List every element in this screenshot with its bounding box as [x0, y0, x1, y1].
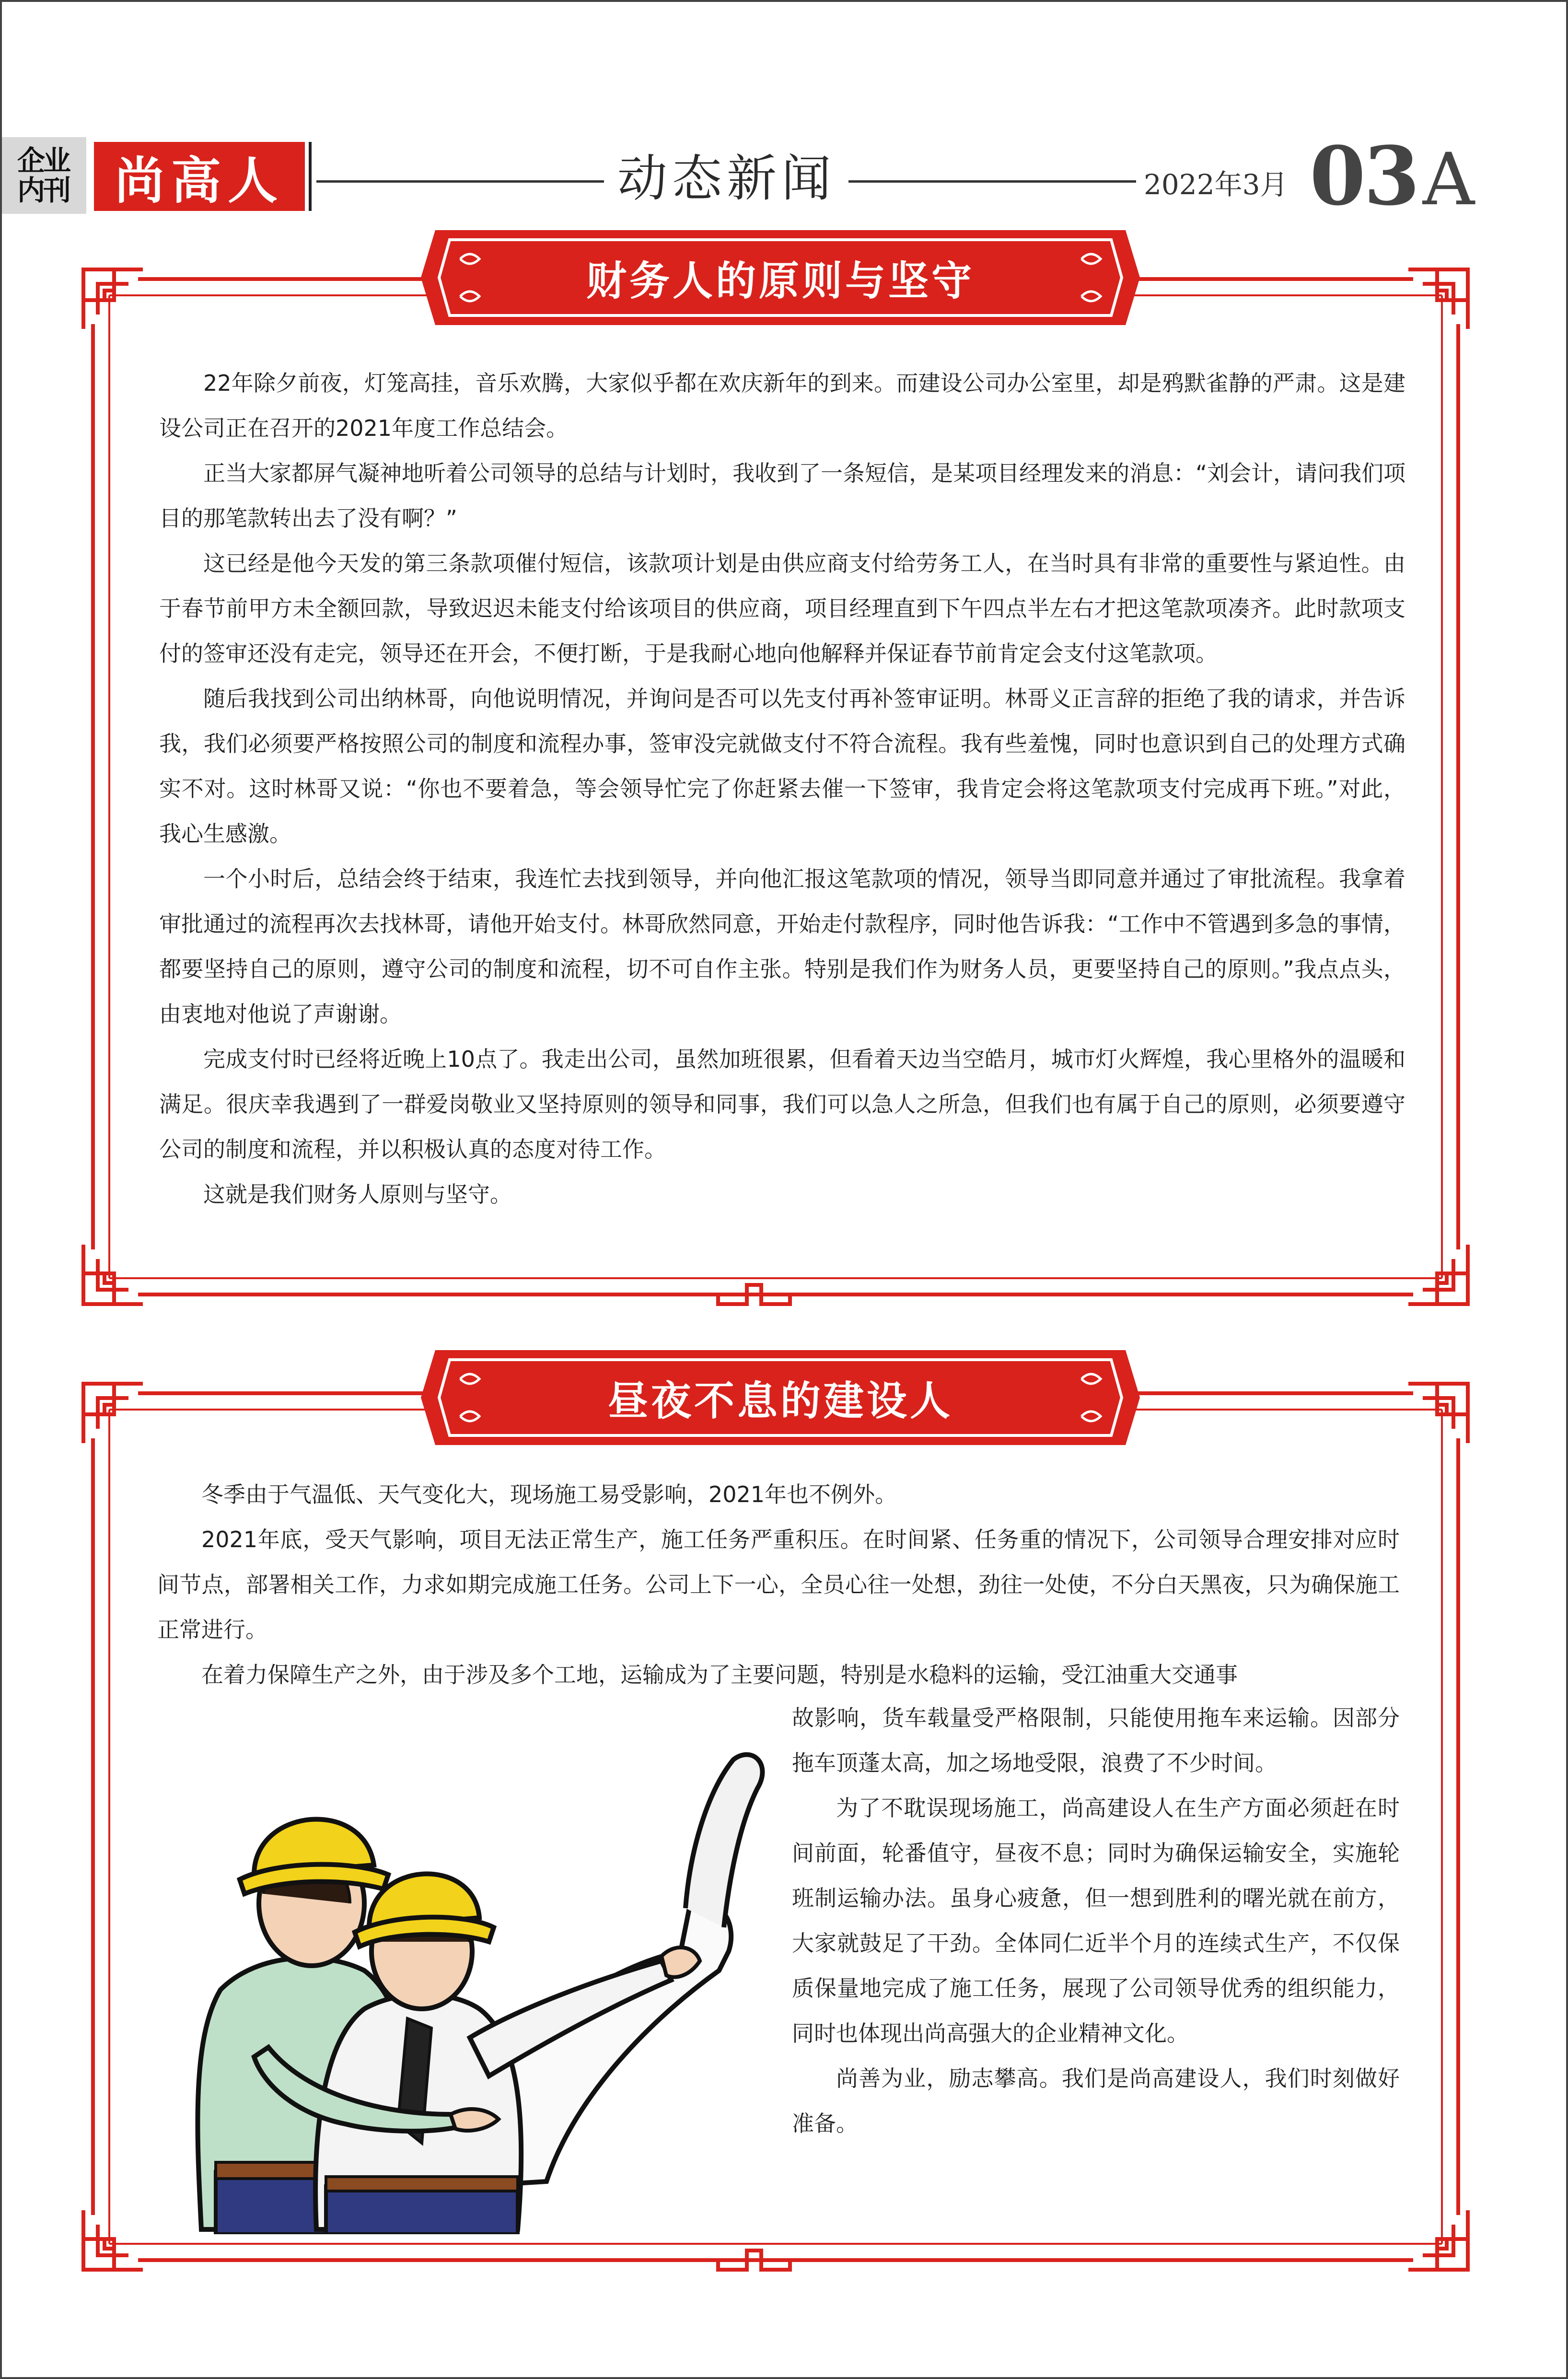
paragraph: 正当大家都屏气凝神地听着公司领导的总结与计划时，我收到了一条短信，是某项目经理发来的消息：“刘会计，请问我们项目的那笔款转出去了没有啊？” [159, 460, 1405, 531]
article-body-2-column [792, 1695, 1400, 2146]
brand-banner [94, 142, 305, 211]
masthead-rule-right [848, 180, 1136, 183]
paragraph: 这已经是他今天发的第三条款项催付短信，该款项计划是由供应商支付给劳务工人，在当时具有非常的重要性与紧迫性。由于春节前甲方未全额回款，导致迟迟未能支付给该项目的供应商，项目经理直到下午四点半左右才把这笔款项凑齐。此时款项支付的签审还没有走完，领导还在开会，不便打断，于是我耐心地向他解释并保证春节前肯定会支付这笔款项。 [159, 550, 1405, 666]
masthead-divider [309, 142, 312, 211]
paragraph: 随后我找到公司出纳林哥，向他说明情况，并询问是否可以先支付再补签审证明。林哥义正言辞的拒绝了我的请求，并告诉我，我们必须要严格按照公司的制度和流程办事，签审没完就做支付不符合流程。我有些羞愧，同时也意识到自己的处理方式确实不对。这时林哥又说：“你也不要着急，等会领导忙完了你赶紧去催一下签审，我肯定会将这笔款项支付完成再下班。”对此，我心生感激。 [159, 686, 1405, 847]
page-number [1310, 128, 1473, 223]
paragraph: 这就是我们财务人原则与坚守。 [203, 1181, 512, 1207]
paragraph: 故影响，货车载量受严格限制，只能使用拖车来运输。因部分拖车顶蓬太高，加之场地受限，浪费了不少时间。 [792, 1705, 1400, 1776]
paragraph: 在着力保障生产之外，由于涉及多个工地，运输成为了主要问题，特别是水稳料的运输，受江油重大交通事 [201, 1662, 1238, 1688]
paragraph: 冬季由于气温低、天气变化大，现场施工易受影响，2021年也不例外。 [201, 1481, 897, 1507]
paragraph: 为了不耽误现场施工，尚高建设人在生产方面必须赶在时间前面，轮番值守，昼夜不息；同时为确保运输安全，实施轮班制运输办法。虽身心疲惫，但一想到胜利的曙光就在前方，大家就鼓足了干劲。全体同仁近半个月的连续式生产，不仅保质保量地完成了施工任务，展现了公司领导优秀的组织能力，同时也体现出尚高强大的企业精神文化。 [792, 1795, 1400, 2046]
edition-letter: A [1422, 138, 1473, 222]
brand-name: 尚高人 [114, 151, 284, 210]
logo-text: 企业内刊 [17, 144, 69, 207]
workers-icon [182, 1702, 805, 2234]
article-title-2: 昼夜不息的建设人 [607, 1376, 953, 1424]
article-title-1: 财务人的原则与坚守 [586, 257, 975, 304]
article-banner-1 [416, 225, 1145, 330]
paragraph: 22年除夕前夜，灯笼高挂，音乐欢腾，大家似乎都在欢庆新年的到来。而建设公司办公室里，却是鸦默雀静的严肃。这是建设公司正在召开的2021年度工作总结会。 [159, 370, 1405, 441]
paragraph: 一个小时后，总结会终于结束，我连忙去找到领导，并向他汇报这笔款项的情况，领导当即同意并通过了审批流程。我拿着审批通过的流程再次去找林哥，请他开始支付。林哥欣然同意，开始走付款程序，同时他告诉我：“工作中不管遇到多急的事情，都要坚持自己的原则，遵守公司的制度和流程，切不可自作主张。特别是我们作为财务人员，更要坚持自己的原则。”我点点头，由衷地对他说了声谢谢。 [159, 866, 1405, 1027]
paragraph: 尚善为业，励志攀高。我们是尚高建设人，我们时刻做好准备。 [792, 2065, 1400, 2136]
article-body-1 [159, 361, 1405, 1217]
article-body-2 [157, 1472, 1400, 1697]
page-number-digits: 03 [1310, 128, 1418, 223]
paragraph: 2021年底，受天气影响，项目无法正常生产，施工任务严重积压。在时间紧、任务重的情况下，公司领导合理安排对应时间节点，部署相关工作，力求如期完成施工任务。公司上下一心，全员心往一处想，劲往一处使，不分白天黑夜，只为确保施工正常进行。 [157, 1527, 1400, 1643]
masthead [0, 0, 1568, 221]
section-title: 动态新闻 [617, 149, 836, 208]
issue-date: 2022年3月 [1144, 168, 1288, 201]
masthead-rule-left [316, 180, 604, 183]
paragraph: 完成支付时已经将近晚上10点了。我走出公司，虽然加班很累，但看着天边当空皓月，城市灯火辉煌，我心里格外的温暖和满足。很庆幸我遇到了一群爱岗敬业又坚持原则的领导和同事，我们可以急人之所急，但我们也有属于自己的原则，必须要遵守公司的制度和流程，并以积极认真的态度对待工作。 [159, 1046, 1405, 1162]
construction-workers-illustration [182, 1702, 805, 2234]
article-banner-2 [416, 1345, 1145, 1450]
logo [0, 137, 86, 214]
